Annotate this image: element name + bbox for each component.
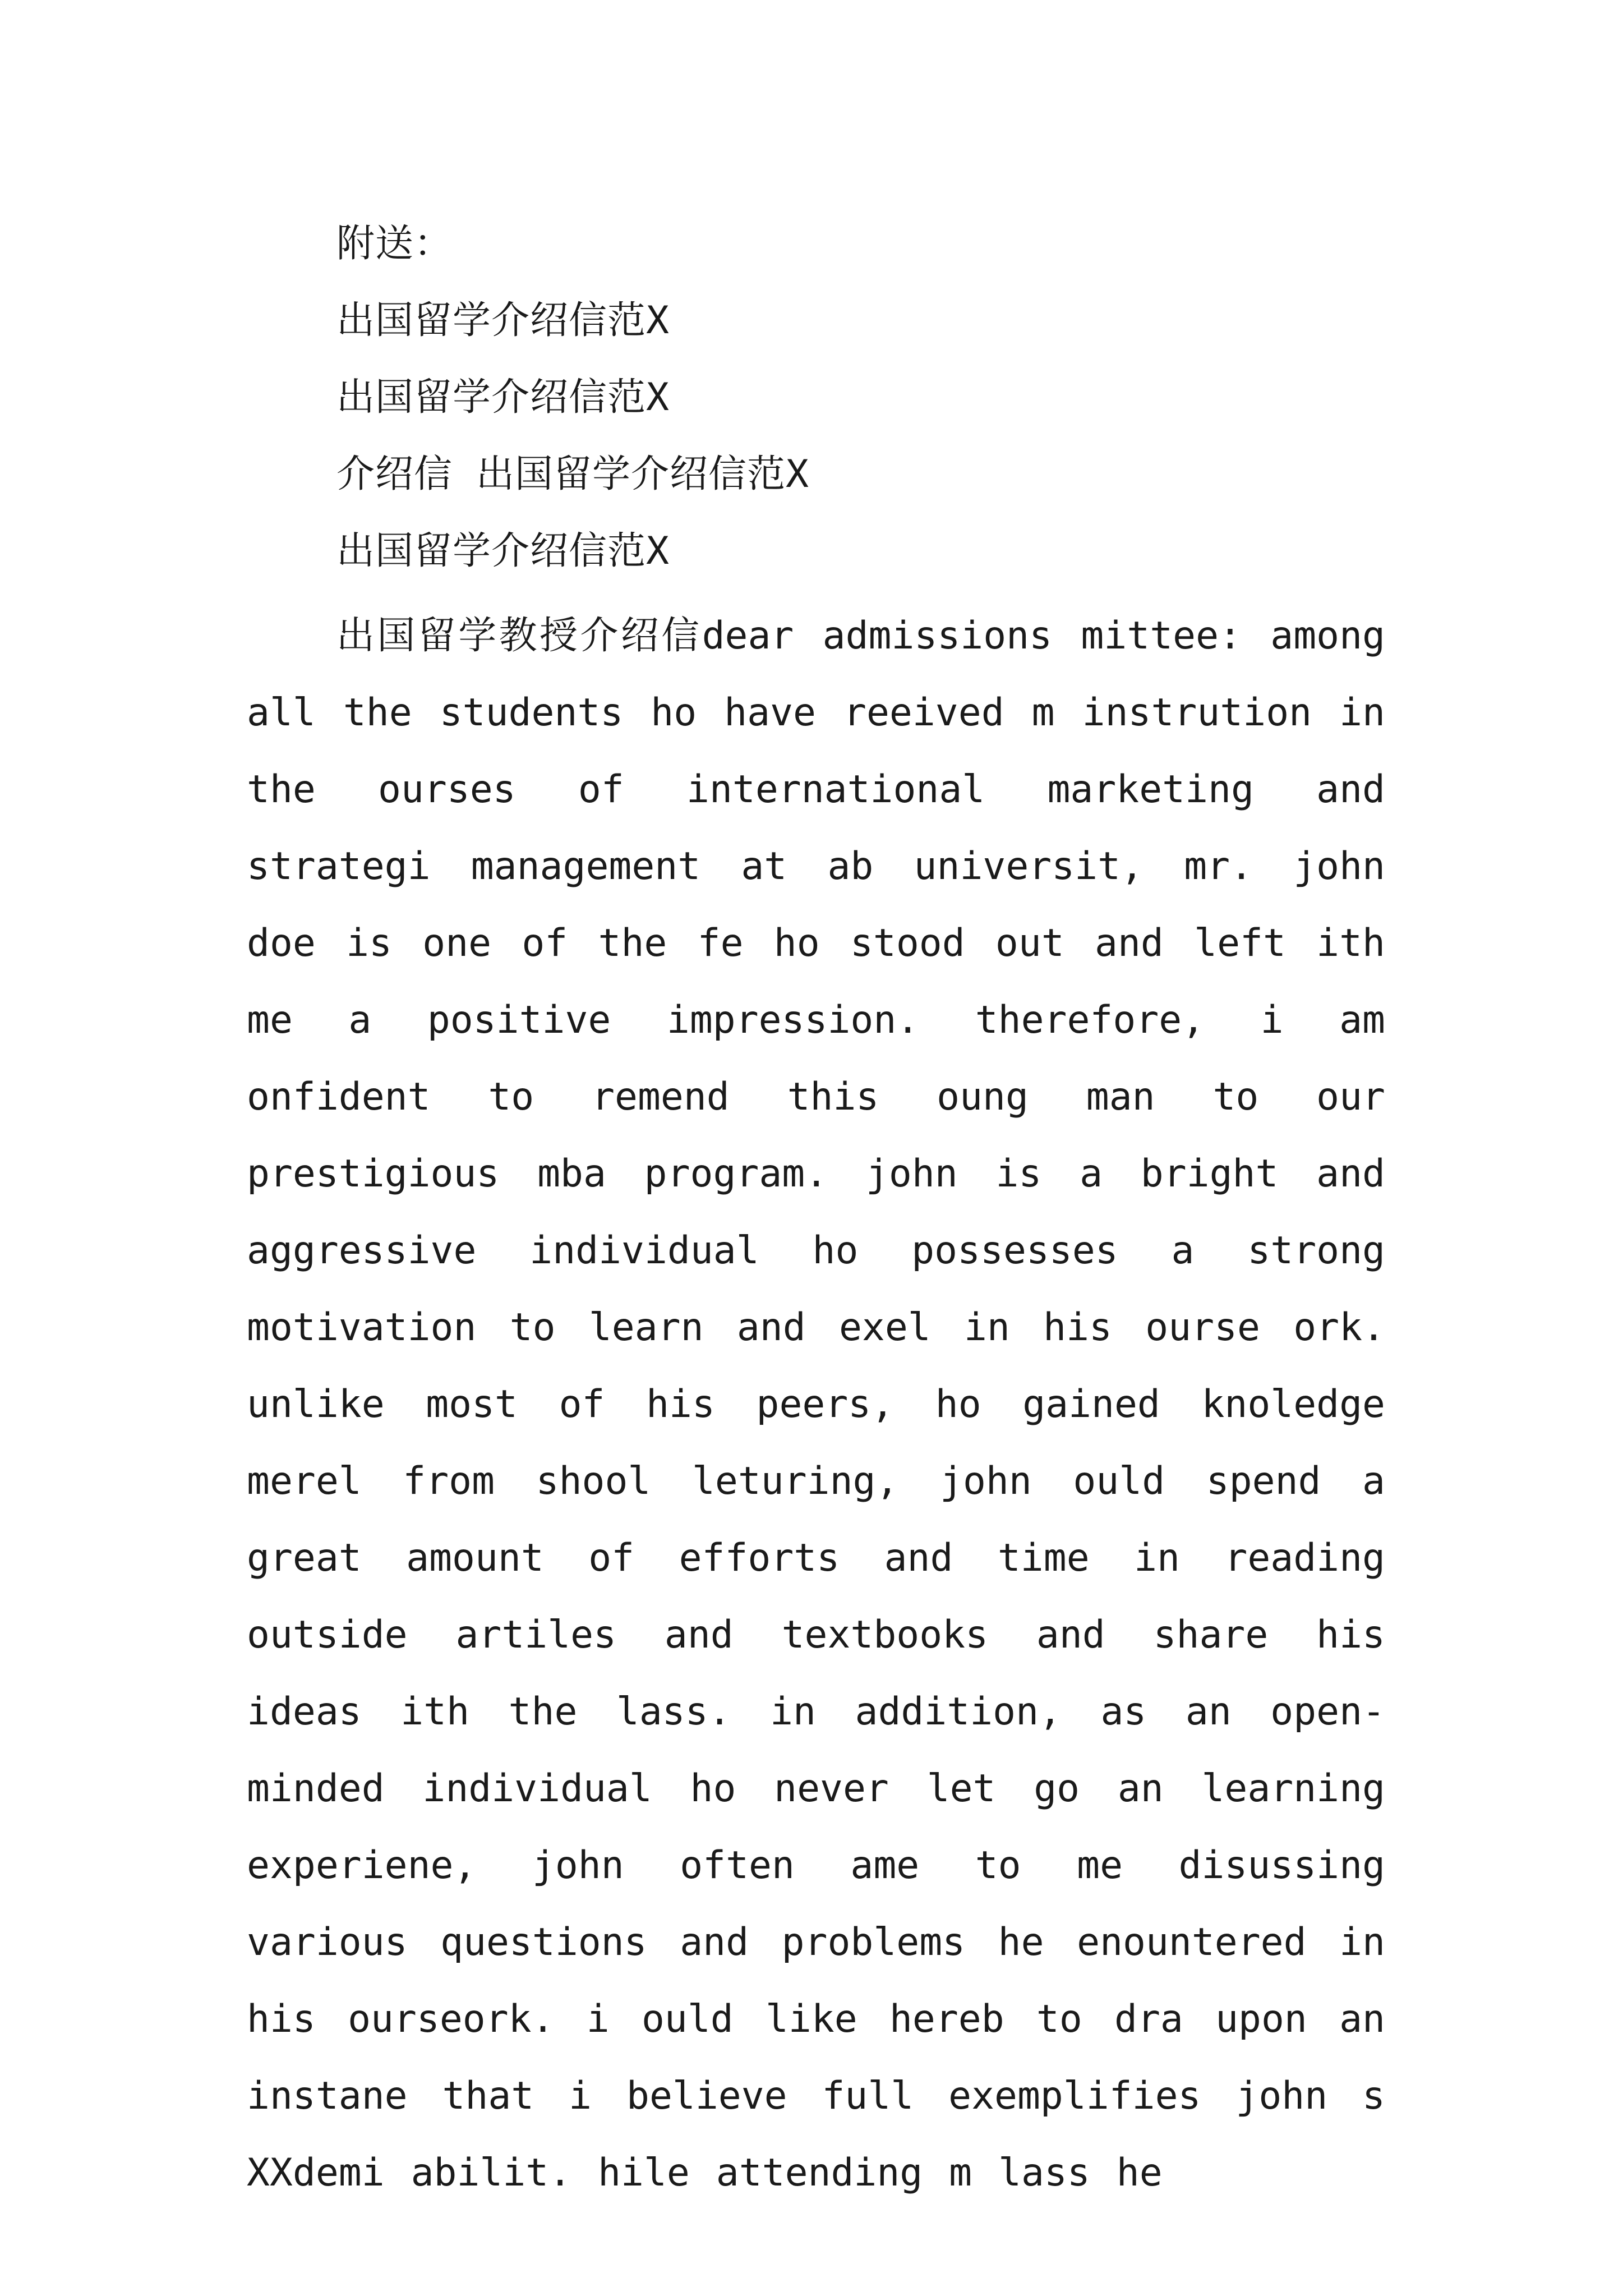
letter-body-paragraph: 出国留学教授介绍信dear admissions mittee: among all the students ho have reeived m instrution in the ourses of international marketing and strategi management at ab universit, mr. john doe is one of the fe ho stood out and left ith me a positive impression. therefore, i am onfident to remend this oung man to our prestigious mba program. john is a bright and aggressive individual ho possesses a strong motivation to learn and exel in his ourse ork. unlike most of his peers, ho gained knoledge merel from shool leturing, john ould spend a great amount of efforts and time in reading outside artiles and textbooks and share his ideas ith the lass. in addition, as an open- minded individual ho never let go an learning experiene, john often ame to me disussing various questions and problems he enountered in his ourseork. i ould like hereb to dra upon an instane that i believe full exemplifies john s XXdemi abilit. hile attending m lass he (247, 614, 1385, 2195)
title-line-4: 出国留学介绍信范X (336, 529, 670, 573)
title-line-1: 出国留学介绍信范X (336, 298, 670, 343)
title-line-2: 出国留学介绍信范X (336, 375, 670, 420)
title-line-3: 介绍信 出国留学介绍信范X (336, 452, 809, 496)
attachment-heading: 附送： (336, 222, 453, 266)
